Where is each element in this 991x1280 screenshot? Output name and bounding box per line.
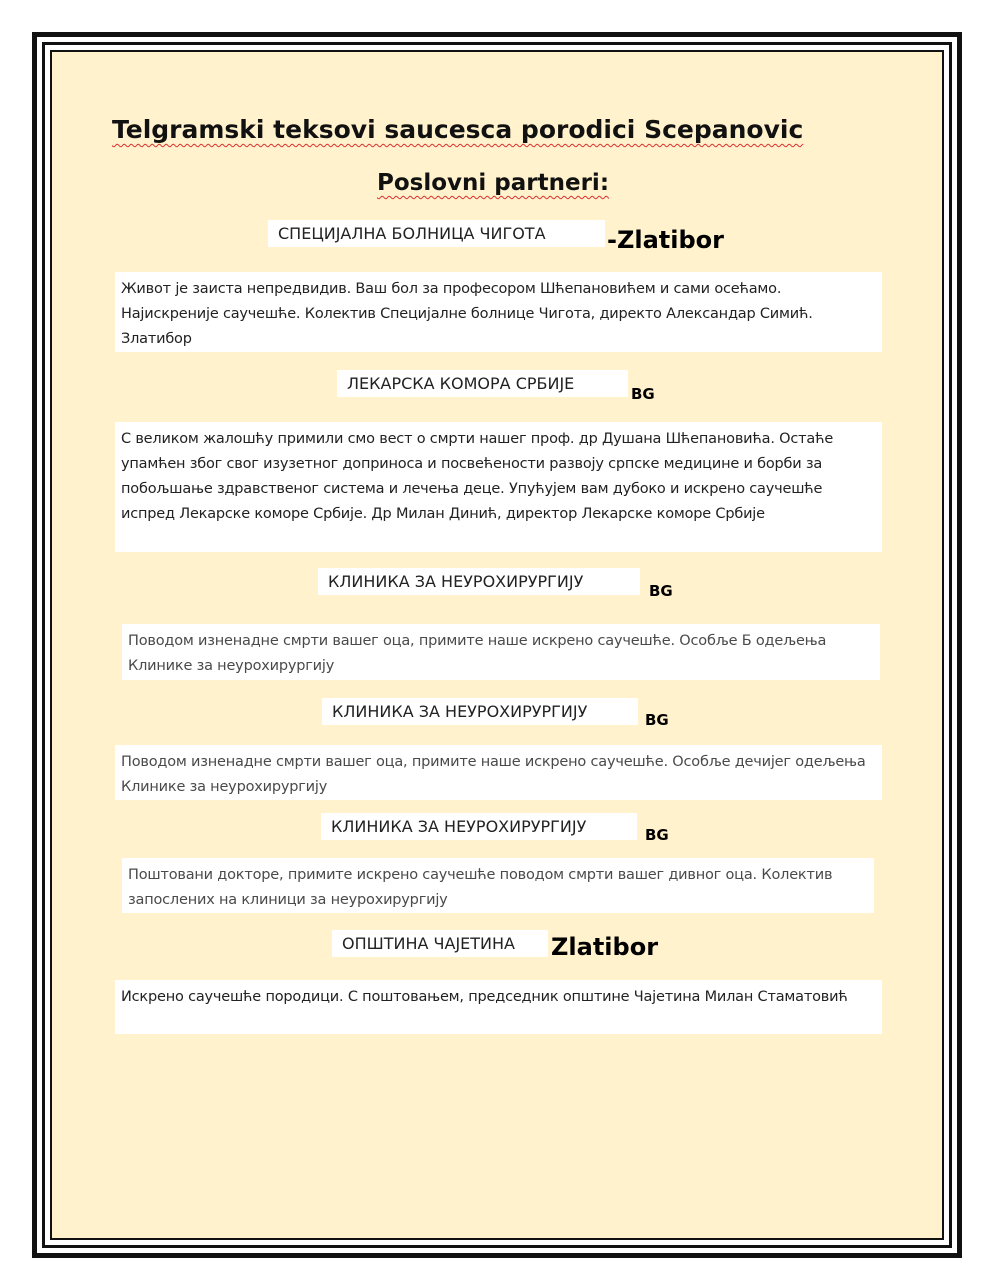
location-label: BG [649, 582, 673, 600]
location-label: BG [645, 826, 669, 844]
condolence-message: Поводом изненадне смрти вашег оца, примите наше искрено саучешће. Особље дечијег одељења Клинике за неурохирургију [115, 745, 882, 800]
condolence-message: Живот је заиста непредвидив. Ваш бол за професором Шћепановићем и сами осећамо. Најискреније саучешће. Колектив Специјалне болнице Чигота, директо Александар Симић. Златибор [115, 272, 882, 352]
org-label-opstina-cajetina: ОПШТИНА ЧАЈЕТИНА [332, 930, 548, 957]
org-label-specijalna-bolnica: СПЕЦИЈАЛНА БОЛНИЦА ЧИГОТА [268, 220, 605, 247]
condolence-message: Поводом изненадне смрти вашег оца, примите наше искрено саучешће. Особље Б одељења Клинике за неурохирургију [122, 624, 880, 680]
location-label: -Zlatibor [607, 226, 724, 254]
location-label: BG [645, 711, 669, 729]
page-title: Telgramski teksovi saucesca porodici Scepanovic [112, 115, 804, 144]
condolence-message: Искрено саучешће породици. С поштовањем, председник општине Чајетина Милан Стаматовић [115, 980, 882, 1034]
condolence-message: С великом жалошћу примили смо вест о смрти нашег проф. др Душана Шћепановића. Остаће упамћен због свог изузетног доприноса и посвећености развоју српске медицине и борби за побољшање здравственог система и лечења деце. Упућујем вам дубоко и искрено саучешће испред Лекарске коморе Србије. Др Милан Динић, директор Лекарске коморе Србије [115, 422, 882, 552]
org-label-lekarska-komora: ЛЕКАРСКА КОМОРА СРБИЈЕ [337, 370, 628, 397]
section-heading: Poslovni partneri: [377, 170, 610, 196]
org-label-klinika-neurohirurgija: КЛИНИКА ЗА НЕУРОХИРУРГИЈУ [322, 698, 638, 725]
condolence-message: Поштовани докторе, примите искрено саучешће поводом смрти вашег дивног оца. Колектив запослених на клиници за неурохирургију [122, 858, 874, 913]
org-label-klinika-neurohirurgija: КЛИНИКА ЗА НЕУРОХИРУРГИЈУ [321, 813, 637, 840]
location-label: BG [631, 385, 655, 403]
location-label: Zlatibor [551, 933, 659, 961]
org-label-klinika-neurohirurgija: КЛИНИКА ЗА НЕУРОХИРУРГИЈУ [318, 568, 640, 595]
